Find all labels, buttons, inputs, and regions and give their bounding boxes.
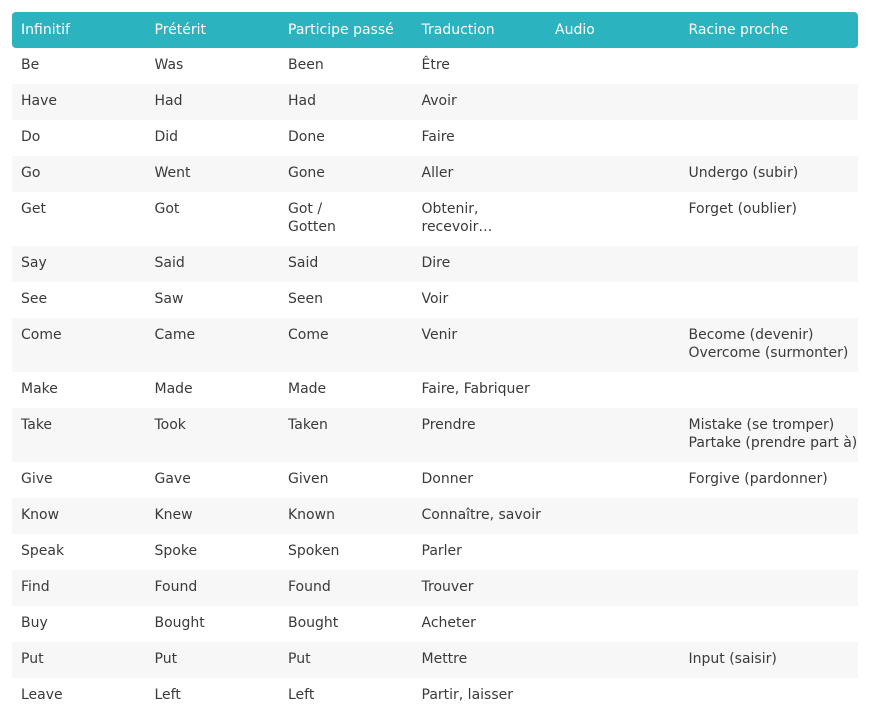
cell-racine-proche-line: Forget (oublier)	[688, 201, 797, 217]
cell-traduction-line: Avoir	[421, 93, 457, 109]
cell-participe-passe	[279, 246, 413, 282]
cell-participe-passe-line: Taken	[288, 417, 328, 433]
cell-participe-passe-line: Done	[288, 129, 325, 145]
table-row	[12, 246, 858, 282]
header-traduction: Traduction	[421, 22, 495, 38]
table-row	[12, 318, 858, 372]
irregular-verbs-table	[12, 12, 858, 713]
cell-racine-proche	[680, 120, 859, 156]
cell-infinitif: Know	[21, 507, 60, 523]
table-row	[12, 462, 858, 498]
cell-participe-passe-line: Got /	[288, 201, 323, 217]
cell-racine-proche	[680, 462, 859, 498]
cell-traduction	[413, 408, 547, 462]
cell-traduction-line: Parler	[421, 543, 462, 559]
cell-traduction	[413, 678, 547, 713]
cell-participe-passe	[279, 408, 413, 462]
cell-traduction-line: Prendre	[421, 417, 476, 433]
cell-participe-passe	[279, 156, 413, 192]
cell-traduction	[413, 246, 547, 282]
cell-racine-proche	[680, 246, 859, 282]
cell-audio	[546, 246, 680, 282]
cell-racine-proche	[680, 678, 859, 713]
cell-infinitif: Be	[21, 57, 40, 73]
cell-traduction	[413, 642, 547, 678]
cell-traduction-line: Aller	[421, 165, 454, 181]
cell-traduction-line: Partir, laisser	[421, 687, 513, 703]
cell-participe-passe-line: Gone	[288, 165, 325, 181]
cell-traduction-line: Dire	[421, 255, 451, 271]
cell-audio	[546, 84, 680, 120]
cell-traduction-line: recevoir…	[421, 219, 493, 235]
cell-preterit: Was	[154, 57, 184, 73]
cell-traduction	[413, 318, 547, 372]
cell-infinitif: Find	[21, 579, 50, 595]
cell-participe-passe-line: Spoken	[288, 543, 340, 559]
header-infinitif: Infinitif	[21, 22, 70, 38]
cell-traduction	[413, 282, 547, 318]
table-row	[12, 282, 858, 318]
cell-racine-proche-line: Overcome (surmonter)	[688, 345, 849, 361]
cell-racine-proche-line: Mistake (se tromper)	[688, 417, 835, 433]
cell-participe-passe	[279, 462, 413, 498]
table-header	[12, 12, 858, 48]
table-row	[12, 678, 858, 713]
cell-racine-proche	[680, 642, 859, 678]
cell-preterit: Found	[154, 579, 198, 595]
cell-participe-passe-line: Found	[288, 579, 331, 595]
cell-preterit: Went	[154, 165, 191, 181]
table-row	[12, 192, 858, 246]
cell-traduction-line: Donner	[421, 471, 473, 487]
cell-infinitif: Take	[21, 417, 53, 433]
cell-infinitif: Get	[21, 201, 46, 217]
cell-racine-proche	[680, 156, 859, 192]
cell-participe-passe	[279, 192, 413, 246]
cell-infinitif: Do	[21, 129, 41, 145]
cell-preterit: Made	[154, 381, 193, 397]
cell-audio	[546, 48, 680, 84]
table-row	[12, 606, 858, 642]
cell-participe-passe	[279, 120, 413, 156]
cell-traduction	[413, 606, 547, 642]
cell-audio	[546, 318, 680, 372]
cell-traduction	[413, 372, 547, 408]
cell-infinitif: Give	[21, 471, 53, 487]
cell-preterit: Put	[154, 651, 178, 667]
cell-participe-passe-line: Seen	[288, 291, 323, 307]
cell-participe-passe	[279, 678, 413, 713]
cell-racine-proche	[680, 282, 859, 318]
header-audio: Audio	[555, 22, 595, 38]
cell-racine-proche	[680, 570, 859, 606]
cell-audio	[546, 462, 680, 498]
cell-preterit: Did	[154, 129, 179, 145]
cell-audio	[546, 408, 680, 462]
cell-racine-proche	[680, 408, 859, 462]
cell-traduction	[413, 462, 547, 498]
header-participe-passe: Participe passé	[288, 22, 394, 38]
cell-preterit: Saw	[154, 291, 184, 307]
cell-preterit: Took	[154, 417, 186, 433]
cell-participe-passe	[279, 570, 413, 606]
cell-preterit: Got	[154, 201, 180, 217]
table-row	[12, 120, 858, 156]
cell-audio	[546, 192, 680, 246]
cell-traduction	[413, 570, 547, 606]
cell-preterit: Spoke	[154, 543, 198, 559]
cell-traduction	[413, 534, 547, 570]
cell-traduction	[413, 84, 547, 120]
cell-traduction-line: Voir	[421, 291, 449, 307]
cell-participe-passe-line: Given	[288, 471, 329, 487]
cell-traduction-line: Faire	[421, 129, 455, 145]
cell-traduction-line: Trouver	[421, 579, 474, 595]
cell-infinitif: Speak	[21, 543, 65, 559]
cell-preterit: Gave	[154, 471, 191, 487]
cell-traduction-line: Venir	[421, 327, 458, 343]
cell-racine-proche	[680, 372, 859, 408]
table-body	[12, 48, 858, 713]
header-preterit: Prétérit	[154, 22, 206, 38]
table-row	[12, 48, 858, 84]
cell-racine-proche	[680, 606, 859, 642]
cell-racine-proche	[680, 534, 859, 570]
cell-racine-proche	[680, 192, 859, 246]
cell-racine-proche-line: Input (saisir)	[688, 651, 777, 667]
cell-preterit: Bought	[154, 615, 205, 631]
cell-participe-passe	[279, 642, 413, 678]
cell-participe-passe-line: Had	[288, 93, 316, 109]
cell-racine-proche-line: Undergo (subir)	[688, 165, 799, 181]
cell-participe-passe-line: Made	[288, 381, 327, 397]
cell-audio	[546, 606, 680, 642]
cell-preterit: Came	[154, 327, 196, 343]
cell-racine-proche	[680, 84, 859, 120]
header-racine-proche: Racine proche	[688, 22, 789, 38]
cell-participe-passe-line: Come	[288, 327, 329, 343]
table-row	[12, 84, 858, 120]
cell-audio	[546, 678, 680, 713]
table-row	[12, 408, 858, 462]
cell-racine-proche-line: Become (devenir)	[688, 327, 814, 343]
cell-participe-passe-line: Gotten	[288, 219, 336, 235]
cell-infinitif: See	[21, 291, 48, 307]
table-row	[12, 156, 858, 192]
cell-participe-passe-line: Said	[288, 255, 319, 271]
cell-participe-passe	[279, 282, 413, 318]
cell-participe-passe	[279, 48, 413, 84]
cell-participe-passe	[279, 84, 413, 120]
cell-traduction-line: Connaître, savoir	[421, 507, 541, 523]
cell-infinitif: Go	[21, 165, 41, 181]
cell-participe-passe	[279, 318, 413, 372]
cell-traduction	[413, 192, 547, 246]
cell-infinitif: Come	[21, 327, 62, 343]
cell-audio	[546, 120, 680, 156]
table-row	[12, 570, 858, 606]
cell-racine-proche-line: Forgive (pardonner)	[688, 471, 828, 487]
cell-preterit: Knew	[154, 507, 193, 523]
cell-audio	[546, 534, 680, 570]
cell-traduction	[413, 120, 547, 156]
cell-racine-proche	[680, 498, 859, 534]
cell-traduction-line: Obtenir,	[421, 201, 479, 217]
cell-participe-passe-line: Been	[288, 57, 324, 73]
cell-audio	[546, 570, 680, 606]
cell-audio	[546, 642, 680, 678]
cell-participe-passe-line: Bought	[288, 615, 339, 631]
cell-preterit: Had	[154, 93, 183, 109]
cell-racine-proche	[680, 48, 859, 84]
table-row	[12, 372, 858, 408]
cell-infinitif: Leave	[21, 687, 63, 703]
cell-traduction	[413, 48, 547, 84]
cell-infinitif: Make	[21, 381, 58, 397]
cell-preterit: Left	[154, 687, 181, 703]
cell-participe-passe-line: Left	[288, 687, 315, 703]
cell-participe-passe-line: Put	[288, 651, 311, 667]
cell-traduction	[413, 498, 547, 534]
cell-racine-proche	[680, 318, 859, 372]
cell-traduction-line: Faire, Fabriquer	[421, 381, 530, 397]
cell-traduction-line: Être	[421, 57, 450, 73]
cell-traduction-line: Acheter	[421, 615, 476, 631]
cell-audio	[546, 498, 680, 534]
cell-traduction	[413, 156, 547, 192]
cell-infinitif: Put	[21, 651, 44, 667]
cell-traduction-line: Mettre	[421, 651, 468, 667]
cell-preterit: Said	[154, 255, 185, 271]
cell-audio	[546, 282, 680, 318]
cell-audio	[546, 372, 680, 408]
header-row	[12, 12, 858, 48]
table-row	[12, 498, 858, 534]
table-row	[12, 534, 858, 570]
cell-infinitif: Say	[21, 255, 47, 271]
cell-racine-proche-line: Partake (prendre part à)	[688, 435, 858, 451]
cell-infinitif: Have	[21, 93, 58, 109]
cell-audio	[546, 156, 680, 192]
cell-participe-passe	[279, 534, 413, 570]
cell-participe-passe	[279, 606, 413, 642]
cell-participe-passe	[279, 372, 413, 408]
cell-participe-passe-line: Known	[288, 507, 335, 523]
table-row	[12, 642, 858, 678]
cell-infinitif: Buy	[21, 615, 48, 631]
cell-participe-passe	[279, 498, 413, 534]
